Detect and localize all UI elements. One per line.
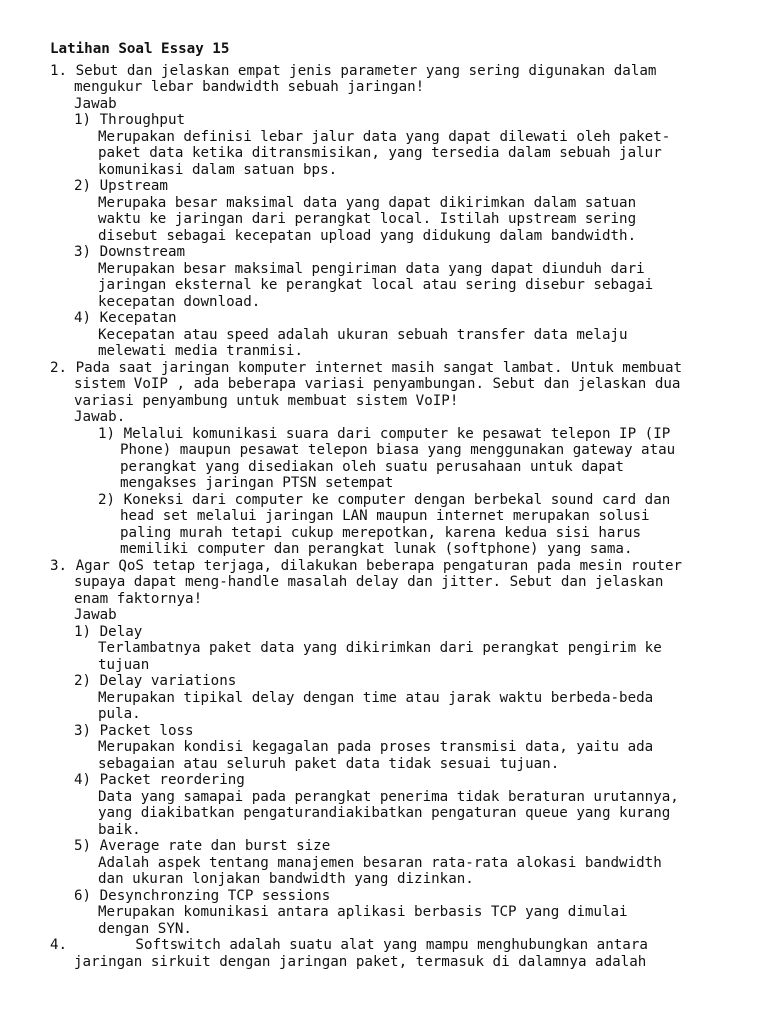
answer-item-text: kecepatan download. bbox=[98, 293, 261, 310]
question-text: 4. Softswitch adalah suatu alat yang mampu menghubungkan antara bbox=[50, 937, 648, 953]
answer-item-text: Merupakan definisi lebar jalur data yang dapat dilewati oleh paket- bbox=[98, 128, 671, 145]
document-title: Latihan Soal Essay 15 bbox=[50, 41, 230, 57]
answer-item-text: tujuan bbox=[98, 656, 150, 673]
question-3 bbox=[50, 558, 728, 938]
answer-item-heading: 2) Upstream bbox=[74, 178, 168, 194]
answer-item-text: Merupakan besar maksimal pengiriman data yang dapat diunduh dari bbox=[98, 260, 645, 277]
answer-item-heading: 1) Melalui komunikasi suara dari computer ke pesawat telepon IP (IP bbox=[98, 425, 671, 442]
question-text: enam faktornya! bbox=[74, 590, 203, 607]
answer-item-text: baik. bbox=[98, 821, 141, 838]
question-2 bbox=[50, 360, 728, 558]
answer-item-text: dengan SYN. bbox=[98, 920, 192, 937]
answer-label: Jawab. bbox=[74, 409, 126, 425]
question-text: jaringan sirkuit dengan jaringan paket, termasuk di dalamnya adalah bbox=[74, 953, 647, 970]
answer-item-text: Data yang samapai pada perangkat penerima tidak beraturan urutannya, bbox=[98, 788, 679, 805]
answer-item-heading: 2) Delay variations bbox=[74, 673, 237, 689]
answer-item-text: Adalah aspek tentang manajemen besaran rata-rata alokasi bandwidth bbox=[98, 854, 662, 871]
answer-item-heading: 6) Desynchronzing TCP sessions bbox=[74, 887, 331, 904]
answer-item-text: paket data ketika ditransmisikan, yang tersedia dalam sebuah jalur bbox=[98, 145, 662, 161]
answer-item-heading: 3) Downstream bbox=[74, 244, 186, 260]
answer-item-heading: 1) Delay bbox=[74, 623, 143, 640]
question-text: sistem VoIP , ada beberapa variasi penyambungan. Sebut dan jelaskan dua bbox=[74, 376, 681, 392]
answer-item-text: mengakses jaringan PTSN setempat bbox=[120, 475, 394, 491]
answer-item-text: Merupakan tipikal delay dengan time atau jarak waktu berbeda-beda bbox=[98, 689, 654, 706]
answer-item-heading: 5) Average rate dan burst size bbox=[74, 838, 331, 854]
answer-item-text: Phone) maupun pesawat telepon biasa yang menggunakan gateway atau bbox=[120, 442, 676, 458]
answer-item-text: perangkat yang disediakan oleh suatu perusahaan untuk dapat bbox=[120, 458, 624, 475]
answer-item-text: Terlambatnya paket data yang dikirimkan dari perangkat pengirim ke bbox=[98, 640, 662, 656]
answer-label: Jawab bbox=[74, 95, 117, 112]
answer-item-text: memiliki computer dan perangkat lunak (softphone) yang sama. bbox=[120, 541, 633, 557]
answer-item-text: waktu ke jaringan dari perangkat local. Istilah upstream sering bbox=[98, 211, 637, 227]
question-text: variasi penyambung untuk membuat sistem VoIP! bbox=[74, 392, 459, 409]
answer-item-text: dan ukuran lonjakan bandwidth yang dizinkan. bbox=[98, 871, 474, 887]
answer-item-text: yang diakibatkan pengaturandiakibatkan pengaturan queue yang kurang bbox=[98, 805, 671, 821]
answer-item-heading: 1) Throughput bbox=[74, 112, 186, 128]
question-text: 3. Agar QoS tetap terjaga, dilakukan beberapa pengaturan pada mesin router bbox=[50, 557, 683, 574]
answer-item-text: paling murah tetapi cukup merepotkan, karena kedua sisi harus bbox=[120, 524, 642, 541]
answer-item-heading: 4) Packet reordering bbox=[74, 772, 245, 788]
answer-item-text: pula. bbox=[98, 706, 141, 722]
answer-item-text: Kecepatan atau speed adalah ukuran sebuah transfer data melaju bbox=[98, 326, 628, 343]
answer-item-heading: 3) Packet loss bbox=[74, 722, 194, 739]
answer-item-text: disebut sebagai kecepatan upload yang didukung dalam bandwidth. bbox=[98, 227, 637, 244]
question-text: mengukur lebar bandwidth sebuah jaringan! bbox=[74, 79, 425, 95]
answer-item-text: sebagaian atau seluruh paket data tidak sesuai tujuan. bbox=[98, 755, 560, 772]
answer-item-text: Merupakan komunikasi antara aplikasi berbasis TCP yang dimulai bbox=[98, 904, 628, 920]
answer-item-text: Merupakan kondisi kegagalan pada proses transmisi data, yaitu ada bbox=[98, 739, 654, 755]
answer-item-text: Merupaka besar maksimal data yang dapat dikirimkan dalam satuan bbox=[98, 194, 637, 211]
answer-item-text: komunikasi dalam satuan bps. bbox=[98, 161, 338, 178]
question-1 bbox=[50, 63, 728, 360]
answer-label: Jawab bbox=[74, 607, 117, 623]
question-text: supaya dapat meng-handle masalah delay dan jitter. Sebut dan jelaskan bbox=[74, 574, 664, 590]
question-4 bbox=[50, 937, 728, 970]
answer-item-heading: 2) Koneksi dari computer ke computer dengan berbekal sound card dan bbox=[98, 491, 671, 508]
answer-item-text: jaringan eksternal ke perangkat local atau sering disebur sebagai bbox=[98, 277, 654, 293]
answer-item-heading: 4) Kecepatan bbox=[74, 310, 177, 326]
question-text: 1. Sebut dan jelaskan empat jenis parameter yang sering digunakan dalam bbox=[50, 62, 657, 79]
answer-item-text: head set melalui jaringan LAN maupun internet merupakan solusi bbox=[120, 508, 650, 524]
answer-item-text: melewati media tranmisi. bbox=[98, 343, 303, 359]
question-text: 2. Pada saat jaringan komputer internet masih sangat lambat. Untuk membuat bbox=[50, 359, 683, 376]
